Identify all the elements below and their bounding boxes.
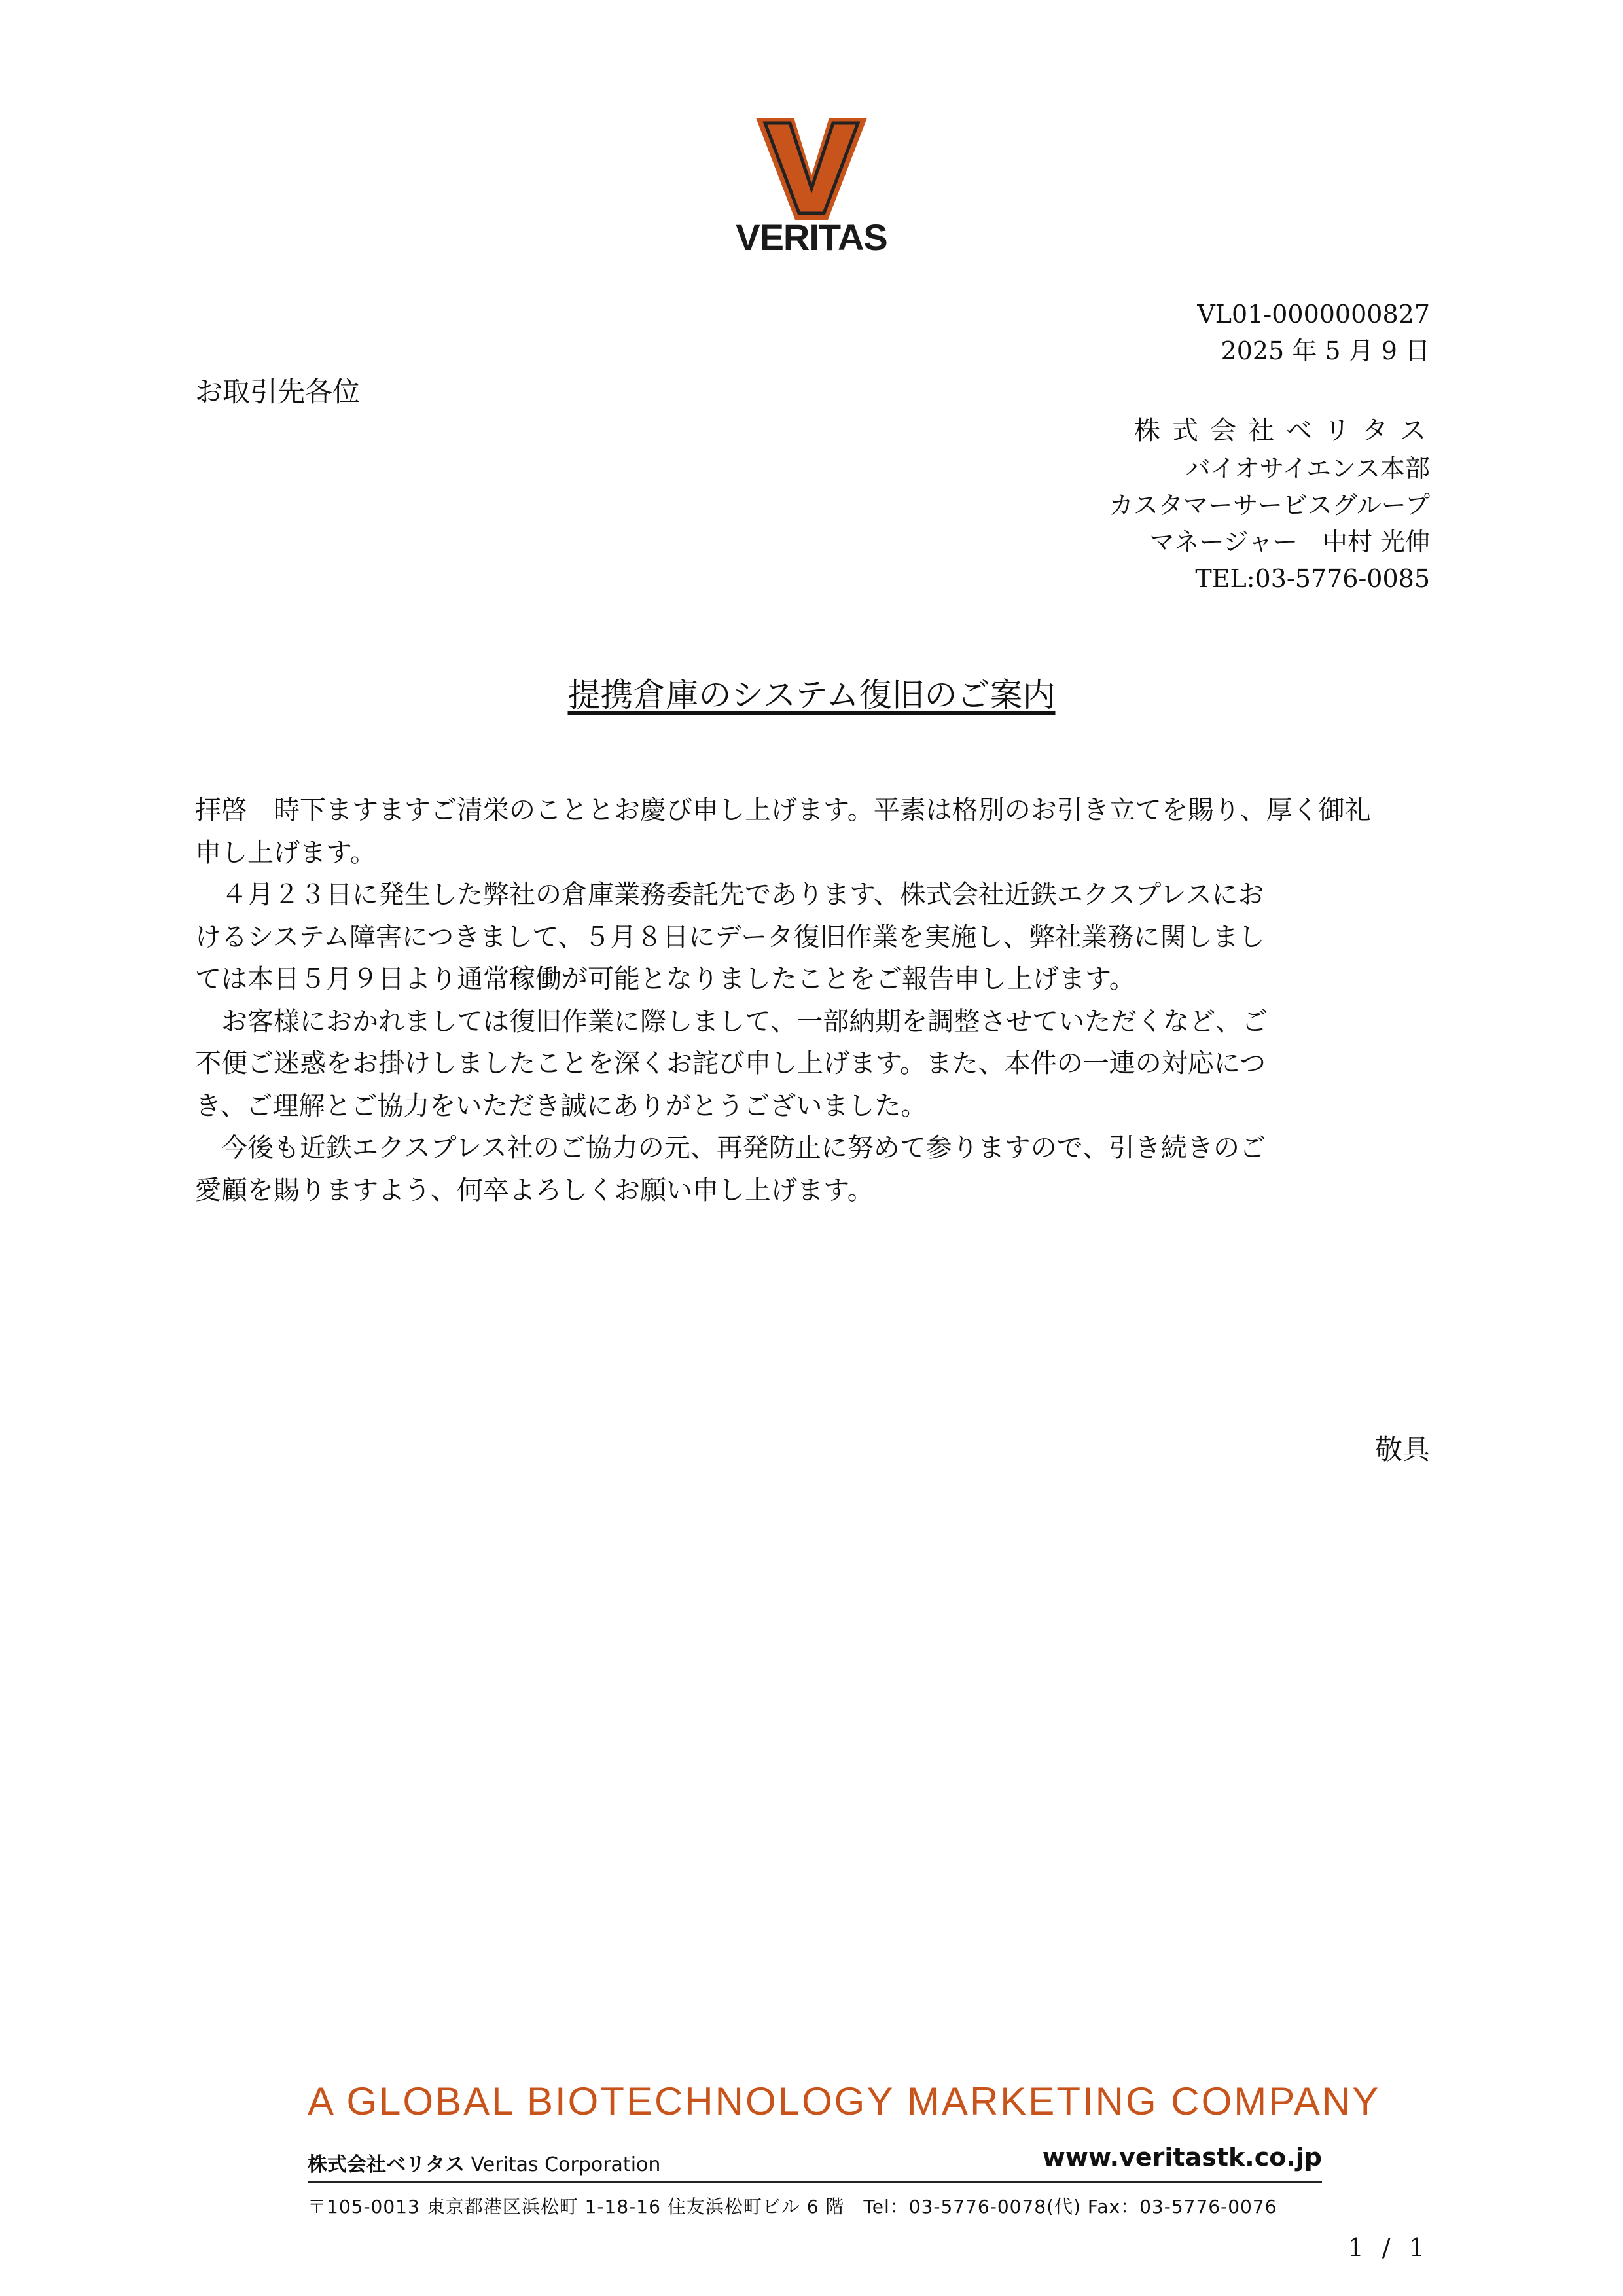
footer-slogan: A GLOBAL BIOTECHNOLOGY MARKETING COMPANY: [308, 2079, 1381, 2123]
sender-manager: マネージャー 中村 光伸: [1149, 528, 1430, 556]
footer-company: [308, 2148, 660, 2177]
sender-tel: TEL:03-5776-0085: [1195, 564, 1430, 593]
body-line: 不便ご迷惑をお掛けしましたことを深くお詫び申し上げます。また、本件の一連の対応につ: [195, 1049, 1266, 1079]
body-line: 今後も近鉄エクスプレス社のご協力の元、再発防止に努めて参りますので、引き続きのご: [195, 1133, 1266, 1163]
page-title: [0, 669, 1623, 716]
body-line: けるシステム障害につきまして、５月８日にデータ復旧作業を実施し、弊社業務に関しまし: [195, 922, 1265, 952]
body-line: 愛顧を賜りますよう、何卒よろしくお願い申し上げます。: [195, 1175, 874, 1206]
footer-divider: [308, 2181, 1322, 2183]
document-date: 2025 年 5 月 9 日: [1221, 336, 1430, 365]
footer-company-en: Veritas Corporation: [471, 2153, 661, 2176]
footer-url-link[interactable]: www.veritastk.co.jp: [1042, 2143, 1322, 2172]
recipient: お取引先各位: [195, 376, 361, 408]
body-line: き、ご理解とご協力をいただき誠にありがとうございました。: [195, 1090, 927, 1121]
veritas-v-logo-icon: [756, 118, 867, 220]
brand-wordmark: VERITAS: [736, 217, 887, 258]
body-line: 拝啓 時下ますますご清栄のこととお慶び申し上げます。平素は格別のお引き立てを賜り、厚く御礼: [195, 795, 1371, 825]
document-number: VL01-0000000827: [1197, 300, 1430, 329]
footer-address: 〒105-0013 東京都港区浜松町 1-18-16 住友浜松町ビル 6 階 Tel：03-5776-0078(代) Fax：03-5776-0076: [308, 2196, 1277, 2217]
body-line: 申し上げます。: [195, 837, 376, 868]
title-text: 提携倉庫のシステム復旧のご案内: [567, 676, 1056, 714]
body-line: ４月２３日に発生した弊社の倉庫業務委託先であります、株式会社近鉄エクスプレスにお: [195, 880, 1264, 910]
body-line: お客様におかれましては復旧作業に際しまして、一部納期を調整させていただくなど、ご: [195, 1006, 1268, 1037]
letter-body: [195, 789, 1432, 1211]
body-line: ては本日５月９日より通常稼働が可能となりましたことをご報告申し上げます。: [195, 964, 1135, 994]
sender-company: 株式会社ベリタス: [1134, 416, 1438, 446]
footer-company-jp: 株式会社ベリタス: [308, 2153, 465, 2176]
page-number: 1 / 1: [1347, 2233, 1430, 2262]
sender-group: カスタマーサービスグループ: [1109, 491, 1430, 520]
closing-salutation: 敬具: [1374, 1433, 1430, 1465]
sender-department: バイオサイエンス本部: [1185, 454, 1430, 483]
